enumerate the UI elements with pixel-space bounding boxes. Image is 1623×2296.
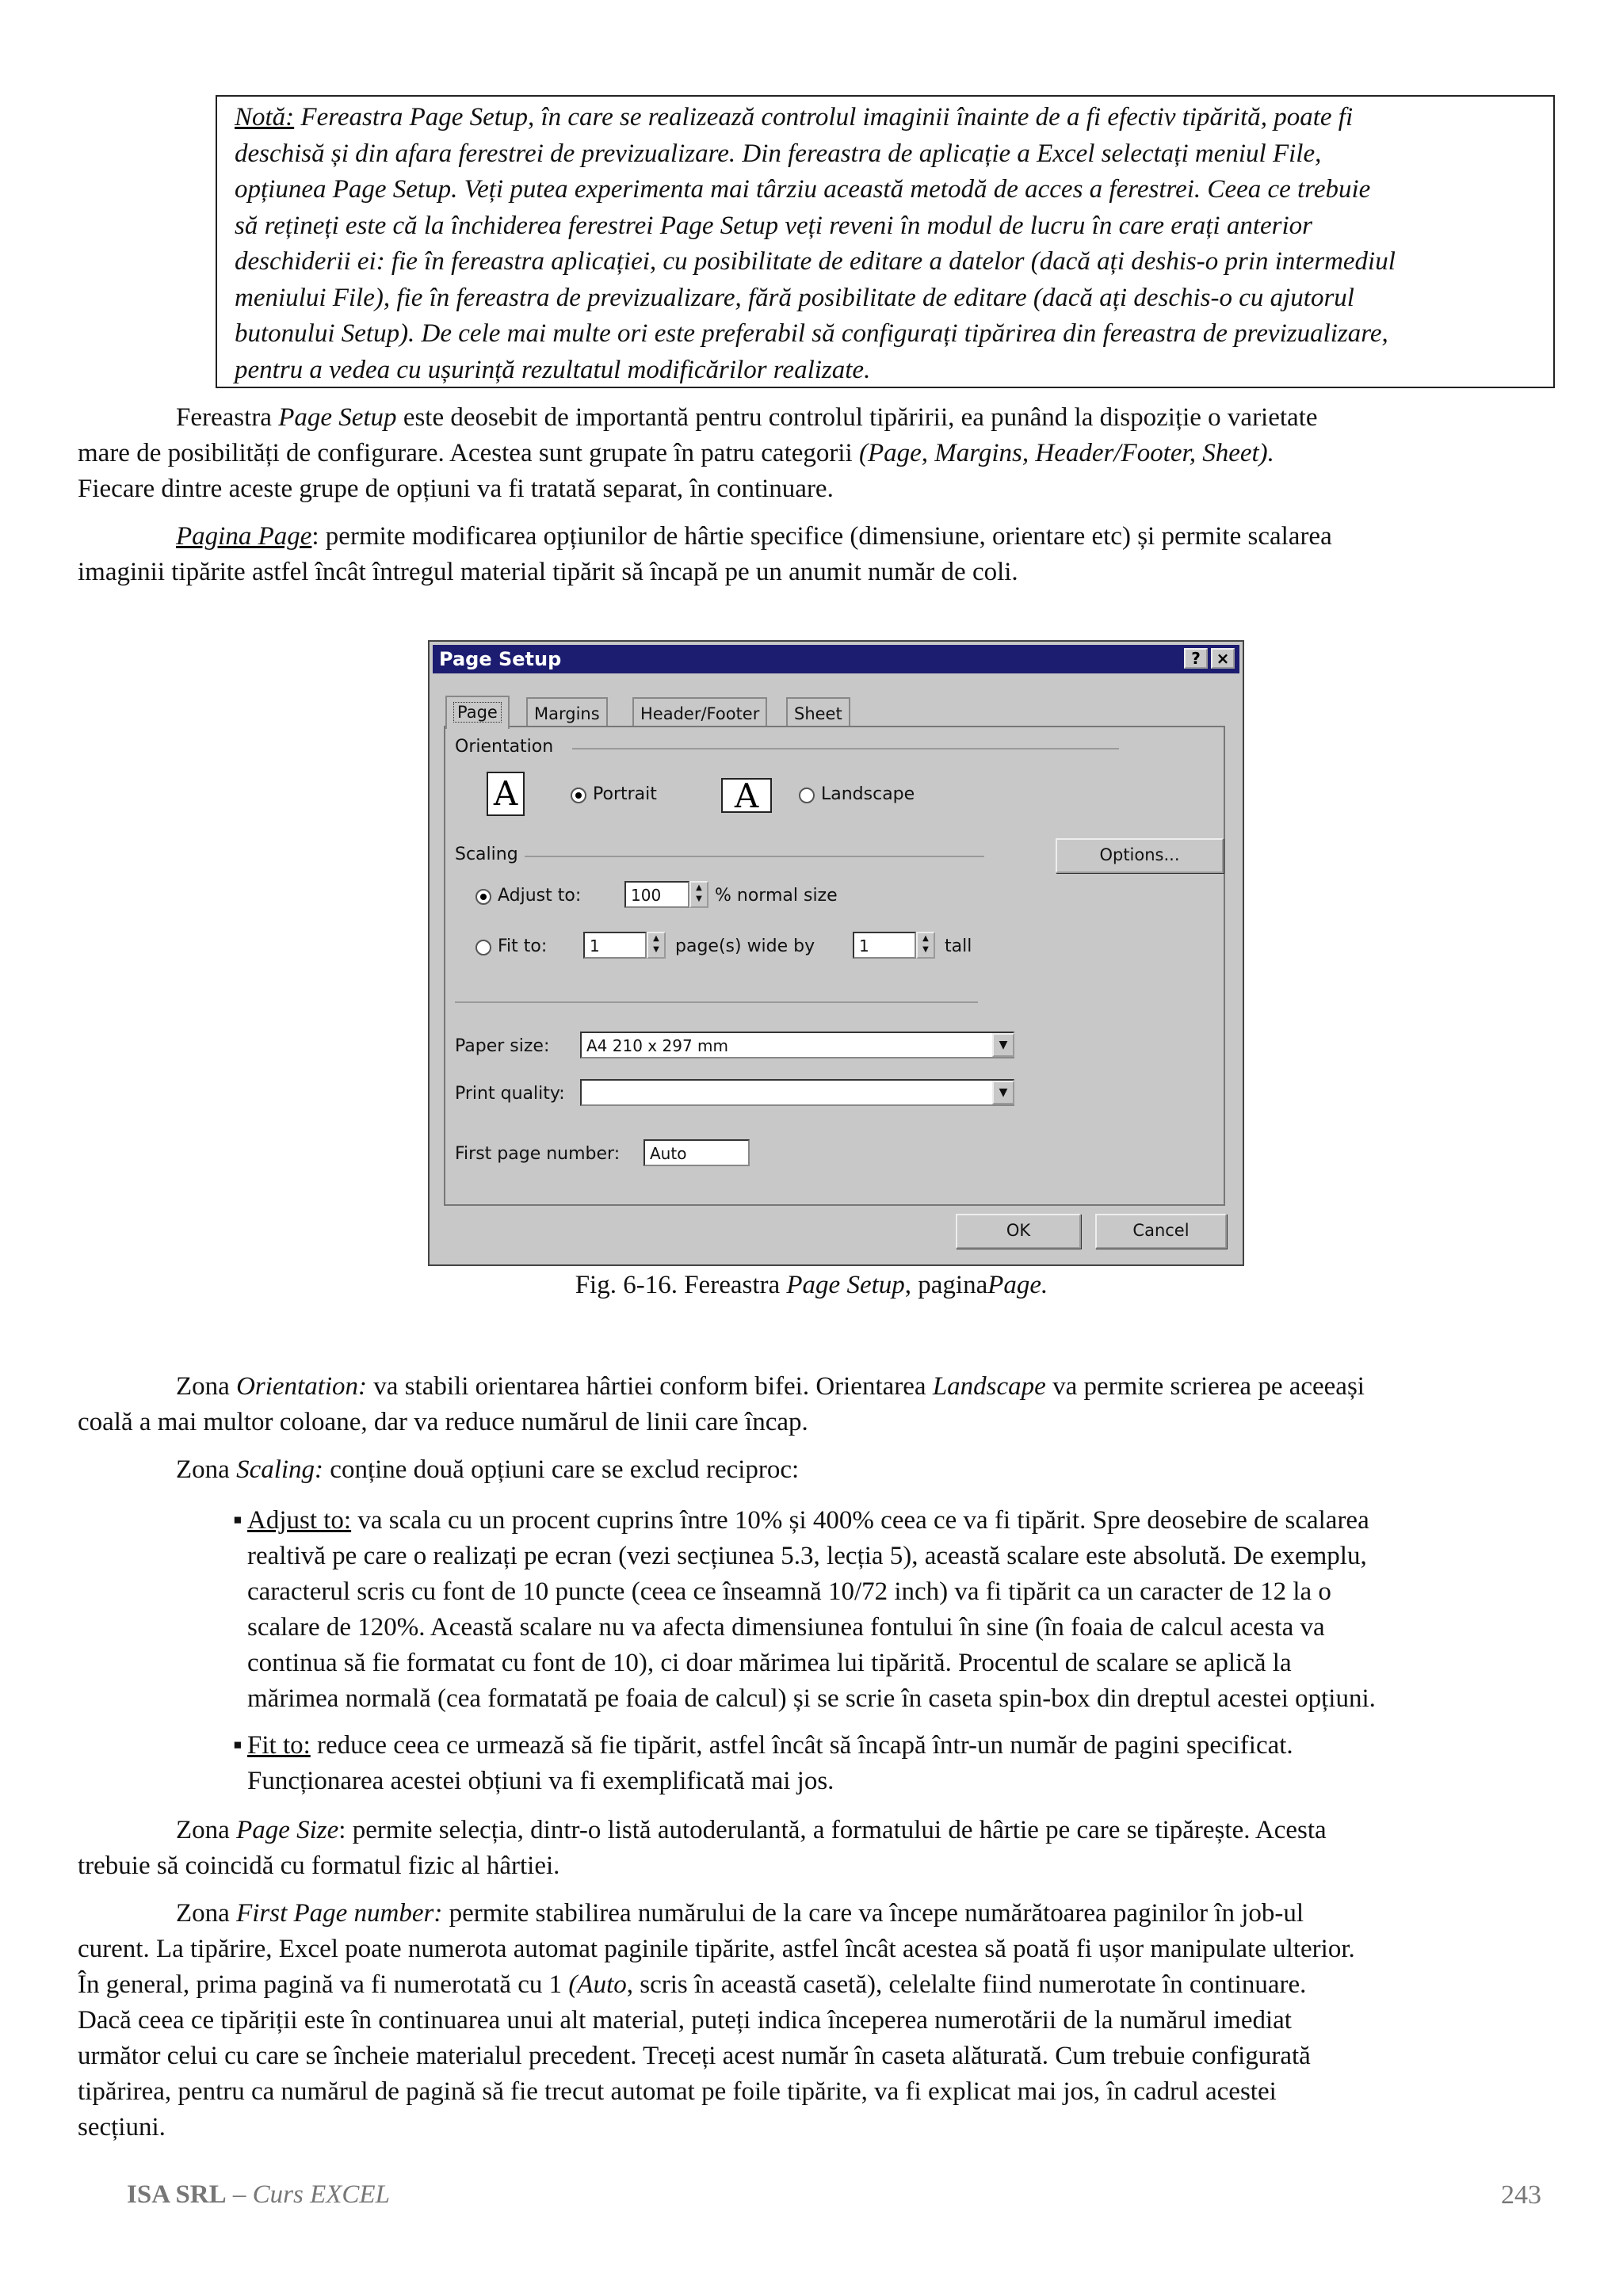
options-button[interactable]: Options... bbox=[1056, 838, 1224, 873]
paragraph-page-tab: Pagina Page: permite modificarea opțiunilor de hârtie specifice (dimensiune, orientare etc) și permite scalarea imaginii tipărite astfel încât întregul material tipărit să încapă pe un anumit număr de coli. bbox=[78, 522, 1332, 586]
note-line-7: butonului Setup). De cele mai multe ori este preferabil să configurați tipărirea din fereastra de previzualizare, bbox=[235, 319, 1388, 348]
paragraph-page-setup-intro: Fereastra Page Setup este deosebit de importantă pentru controlul tipăririi, ea punând la dispoziție o varietate mare de posibilități de configurare. Acestea sunt grupate în patru categorii (Page, Margins, Header/Footer, Sheet). Fiecare dintre aceste grupe de opțiuni va fi tratată separat, în continuare. bbox=[78, 403, 1318, 503]
scaling-divider bbox=[525, 856, 984, 857]
tab-margins[interactable]: Margins bbox=[526, 697, 608, 727]
paper-size-dropdown-icon[interactable]: ▼ bbox=[992, 1033, 1014, 1057]
landscape-radio[interactable] bbox=[799, 788, 815, 803]
pages-wide-by-label: page(s) wide by bbox=[675, 936, 815, 956]
cancel-button[interactable]: Cancel bbox=[1095, 1214, 1227, 1249]
figure-caption: Fig. 6-16. Fereastra Page Setup, paginaPage. bbox=[575, 1271, 1048, 1299]
portrait-page-icon: A bbox=[487, 772, 525, 816]
footer-course: ISA SRL – Curs EXCEL bbox=[127, 2180, 390, 2209]
note-line-4: să rețineți este că la închiderea ferestrei Page Setup veți reveni în modul de lucru în care erați anterior bbox=[235, 211, 1312, 240]
orientation-divider bbox=[572, 748, 1119, 749]
fit-to-label: Fit to: bbox=[498, 936, 548, 956]
fit-wide-spinner[interactable]: ▲ ▼ bbox=[647, 932, 666, 959]
close-icon[interactable]: × bbox=[1211, 648, 1235, 669]
landscape-label: Landscape bbox=[821, 784, 915, 804]
print-quality-label: Print quality: bbox=[455, 1084, 565, 1104]
note-line-5: deschiderii ei: fie în fereastra aplicației, cu posibilitate de editare a datelor (dacă ați deshis-o prin intermediul bbox=[235, 247, 1396, 276]
paragraph-first-page-number: Zona First Page number: permite stabilirea numărului de la care va începe numărătoarea paginilor în job-ul curent. La tipărire, Excel poate numerota automat paginile tipărite, astfel încât acestea să poată fi ușor manipulate ulterior. În general, prima pagină va fi numerotată cu 1 (Auto, scris în această casetă), celelalte fiind numerotate în continuare. Dacă ceea ce tipăriții este în continuarea unui alt material, puteți indica începerea numerotării de la numărul imediat următor celui cu care se încheie materialul precedent. Treceți acest număr în caseta alăturată. Cum trebuie configurată tipărirea, pentru ca numărul de pagină să fie trecut automat pe foile tipărite, va fi explicat mai jos, în cadrul acestei secțiuni. bbox=[78, 1899, 1355, 2142]
paragraph-orientation: Zona Orientation: va stabili orientarea hârtiei conform bifei. Orientarea Landscape va permite scrierea pe aceeași coală a mai multor coloane, dar va reduce numărul de linii care încap. bbox=[78, 1372, 1365, 1436]
note-line-2: deschisă și din afara ferestrei de previzualizare. Din fereastra de aplicație a Excel selectați meniul File, bbox=[235, 139, 1322, 168]
note-box bbox=[216, 95, 1555, 388]
scaling-label: Scaling bbox=[455, 845, 518, 864]
page-tab-heading: Pagina Page bbox=[176, 522, 312, 551]
fit-tall-spinner[interactable]: ▲ ▼ bbox=[916, 932, 935, 959]
fit-to-radio[interactable] bbox=[475, 940, 491, 955]
adjust-to-spinner[interactable]: ▲ ▼ bbox=[689, 881, 708, 908]
page-tab-panel bbox=[444, 726, 1225, 1206]
tall-label: tall bbox=[945, 936, 972, 956]
note-line-1: Notă: Fereastra Page Setup, în care se realizează controlul imaginii înainte de a fi efectiv tipărită, poate fi bbox=[235, 103, 1354, 132]
list-item-adjust-to: ▪ Adjust to: va scala cu un procent cuprins între 10% și 400% ceea ce va fi tipărit. Spre deosebire de scalarea realtivă pe care o realizați pe ecran (vezi secțiunea 5.3, lecția 5), această scalare este absolută. De exemplu, caracterul scris cu font de 10 puncte (ceea ce înseamnă 10/72 inch) va fi tipărit ca un caracter de 12 la o scalare de 120%. Această scalare nu va afecta dimensiunea fontului în sine (în foaia de calcul acesta va continua să fie formatat cu font de 10), ci doar mărimea lui tipărită. Procentul de scalare se aplică la mărimea normală (cea formatată pe foaia de calcul) și se scrie în caseta spin-box din dreptul acestei opțiuni. bbox=[233, 1503, 1564, 1717]
tab-header-footer[interactable]: Header/Footer bbox=[632, 697, 767, 727]
paper-size-select[interactable]: A4 210 x 297 mm bbox=[580, 1032, 1014, 1058]
bullet-square-icon: ▪ bbox=[233, 1731, 242, 1760]
list-item-fit-to: ▪ Fit to: reduce ceea ce urmează să fie tipărit, astfel încât să încapă într-un număr de pagini specificat. Funcționarea acestei obțiuni va fi exemplificată mai jos. bbox=[233, 1728, 1564, 1799]
note-line-6: meniului File), fie în fereastra de previzualizare, fără posibilitate de editare (dacă ați deschis-o cu ajutorul bbox=[235, 283, 1354, 312]
page-setup-dialog-figure bbox=[428, 640, 1244, 1266]
print-quality-select[interactable] bbox=[580, 1079, 1014, 1106]
first-page-number-label: First page number: bbox=[455, 1144, 621, 1164]
adjust-to-label: Adjust to: bbox=[498, 886, 582, 906]
portrait-label: Portrait bbox=[593, 784, 657, 804]
adjust-to-radio[interactable] bbox=[475, 889, 491, 905]
landscape-page-icon: A bbox=[721, 778, 772, 813]
note-line-3: opțiunea Page Setup. Veți putea experimenta mai târziu această metodă de acces a ferestrei. Ceea ce trebuie bbox=[235, 175, 1371, 204]
orientation-label: Orientation bbox=[455, 737, 554, 757]
paragraph-scaling: Zona Scaling: conține două opțiuni care se exclud reciproc: bbox=[176, 1455, 800, 1484]
tab-page[interactable]: Page bbox=[445, 696, 510, 729]
dialog-title: Page Setup bbox=[439, 648, 562, 670]
note-label: Notă: bbox=[235, 103, 295, 132]
paper-size-label: Paper size: bbox=[455, 1036, 550, 1056]
help-icon[interactable]: ? bbox=[1184, 648, 1208, 669]
ok-button[interactable]: OK bbox=[956, 1214, 1081, 1249]
paper-divider bbox=[455, 1001, 978, 1003]
paragraph-page-size: Zona Page Size: permite selecția, dintr-o listă autoderulantă, a formatului de hârtie pe care se tipărește. Acesta trebuie să coincidă cu formatul fizic al hârtiei. bbox=[78, 1816, 1327, 1880]
print-quality-dropdown-icon[interactable]: ▼ bbox=[992, 1081, 1014, 1104]
fit-wide-input[interactable]: 1 bbox=[583, 932, 647, 959]
scaling-options-list bbox=[233, 1503, 1564, 1799]
adjust-to-input[interactable]: 100 bbox=[624, 881, 689, 908]
tab-sheet[interactable]: Sheet bbox=[786, 697, 850, 727]
fit-tall-input[interactable]: 1 bbox=[853, 932, 916, 959]
note-line-8: pentru a vedea cu ușurință rezultatul modificărilor realizate. bbox=[235, 355, 871, 384]
dialog-titlebar bbox=[433, 645, 1239, 673]
normal-size-label: % normal size bbox=[715, 886, 838, 906]
first-page-number-input[interactable]: Auto bbox=[643, 1139, 750, 1166]
portrait-radio[interactable] bbox=[571, 788, 586, 803]
bullet-square-icon: ▪ bbox=[233, 1506, 242, 1535]
page-number: 243 bbox=[1501, 2180, 1541, 2210]
